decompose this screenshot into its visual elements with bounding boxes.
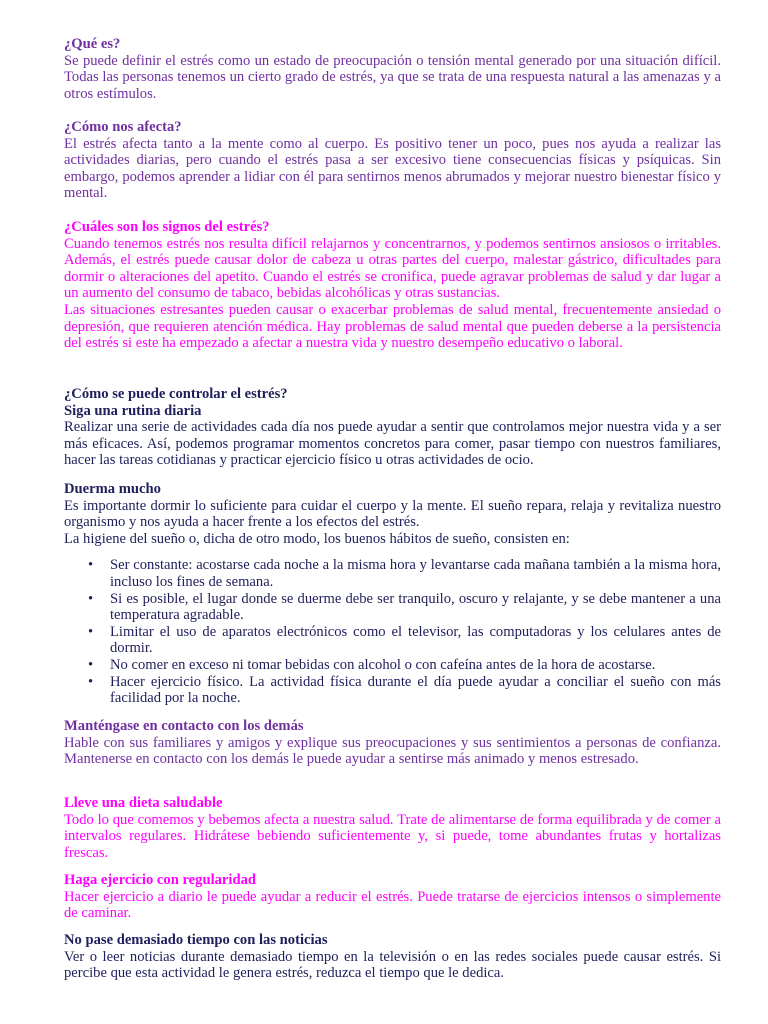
list-item: • Si es posible, el lugar donde se duerme debe ser tranquilo, oscuro y relajante, y se debe mantener a una temperatura agradable. bbox=[110, 591, 721, 624]
section-contacto bbox=[64, 718, 721, 768]
section-signos-estres bbox=[64, 219, 721, 352]
paragraph-noticias: Ver o leer noticias durante demasiado tiempo en la televisión o en las redes sociales puede causar estrés. Si percibe que esta actividad le genera estrés, reduzca el tiempo que le dedica. bbox=[64, 948, 721, 982]
section-que-es bbox=[64, 36, 721, 102]
paragraph-como-nos-afecta: El estrés afecta tanto a la mente como al cuerpo. Es positivo tener un poco, pues nos ayuda a realizar las actividades diarias, pero cuando el estrés pasa a ser excesivo tiene consecuencias físicas y psíquicas. Sin embargo, podemos aprender a lidiar con él para sentirnos menos abrumados y mejorar nuestro bienestar físico y mental. bbox=[64, 135, 721, 202]
heading-noticias: No pase demasiado tiempo con las noticias bbox=[64, 932, 328, 948]
heading-duerma-mucho: Duerma mucho bbox=[64, 481, 161, 497]
section-como-nos-afecta bbox=[64, 119, 721, 202]
heading-controlar-estres: ¿Cómo se puede controlar el estrés? bbox=[64, 386, 288, 402]
section-ejercicio bbox=[64, 872, 721, 922]
heading-que-es: ¿Qué es? bbox=[64, 36, 121, 52]
section-noticias bbox=[64, 932, 721, 982]
heading-ejercicio: Haga ejercicio con regularidad bbox=[64, 872, 256, 888]
section-dieta bbox=[64, 795, 721, 861]
list-item: • No comer en exceso ni tomar bebidas con alcohol o con cafeína antes de la hora de acostarse. bbox=[110, 657, 721, 674]
paragraph-contacto: Hable con sus familiares y amigos y explique sus preocupaciones y sus sentimientos a personas de confianza. Mantenerse en contacto con los demás le puede ayudar a sentirse más animado y menos estresado. bbox=[64, 734, 721, 768]
section-controlar-estres bbox=[64, 386, 721, 469]
paragraph-ejercicio: Hacer ejercicio a diario le puede ayudar a reducir el estrés. Puede tratarse de ejercicios intensos o simplemente de caminar. bbox=[64, 888, 721, 922]
heading-contacto: Manténgase en contacto con los demás bbox=[64, 718, 304, 734]
section-duerma-mucho bbox=[64, 481, 721, 707]
heading-dieta: Lleve una dieta saludable bbox=[64, 795, 223, 811]
sleep-hygiene-list bbox=[64, 557, 721, 706]
paragraph-signos-2: Las situaciones estresantes pueden causar o exacerbar problemas de salud mental, frecuentemente ansiedad o depresión, que requieren atención médica. Hay problemas de salud mental que pueden deberse a la persistencia del estrés si este ha empezado a afectar a nuestra vida y nuestro desempeño educativo o laboral. bbox=[64, 301, 721, 352]
paragraph-duerma-2: La higiene del sueño o, dicha de otro modo, los buenos hábitos de sueño, consisten en: bbox=[64, 530, 570, 547]
paragraph-dieta: Todo lo que comemos y bebemos afecta a nuestra salud. Trate de alimentarse de forma equilibrada y de comer a intervalos regulares. Hidrátese bebiendo suficientemente y, si puede, tome abundantes frutas y hortalizas frescas. bbox=[64, 811, 721, 861]
paragraph-que-es: Se puede definir el estrés como un estado de preocupación o tensión mental generado por una situación difícil. Todas las personas tenemos un cierto grado de estrés, ya que se trata de una respuesta natural a las amenazas y a otros estímulos. bbox=[64, 52, 721, 102]
list-item: • Ser constante: acostarse cada noche a la misma hora y levantarse cada mañana también a la misma hora, incluso los fines de semana. bbox=[110, 557, 721, 590]
heading-como-nos-afecta: ¿Cómo nos afecta? bbox=[64, 119, 182, 135]
paragraph-duerma-1: Es importante dormir lo suficiente para cuidar el cuerpo y la mente. El sueño repara, relaja y revitaliza nuestro organismo y nos ayuda a hacer frente a los efectos del estrés. bbox=[64, 497, 721, 531]
paragraph-signos-1: Cuando tenemos estrés nos resulta difícil relajarnos y concentrarnos, y podemos sentirnos ansiosos o irritables. Además, el estrés puede causar dolor de cabeza u otras partes del cuerpo, malestar gástrico, dificultades para dormir o alteraciones del apetito. Cuando el estrés se cronifica, puede agravar problemas de salud y dar lugar a un aumento del consumo de tabaco, bebidas alcohólicas y otras sustancias. bbox=[64, 235, 721, 302]
subheading-rutina-diaria: Siga una rutina diaria bbox=[64, 402, 202, 419]
heading-signos-estres: ¿Cuáles son los signos del estrés? bbox=[64, 219, 270, 235]
list-item: • Limitar el uso de aparatos electrónicos como el televisor, las computadoras y los celulares antes de dormir. bbox=[110, 624, 721, 657]
list-item: • Hacer ejercicio físico. La actividad física durante el día puede ayudar a conciliar el sueño con más facilidad por la noche. bbox=[110, 674, 721, 707]
paragraph-rutina-diaria: Realizar una serie de actividades cada día nos puede ayudar a sentir que controlamos mejor nuestra vida y a ser más eficaces. Así, podemos programar momentos concretos para comer, pasar tiempo con nuestros familiares, hacer las tareas cotidianas y practicar ejercicio físico u otras actividades de ocio. bbox=[64, 419, 721, 469]
